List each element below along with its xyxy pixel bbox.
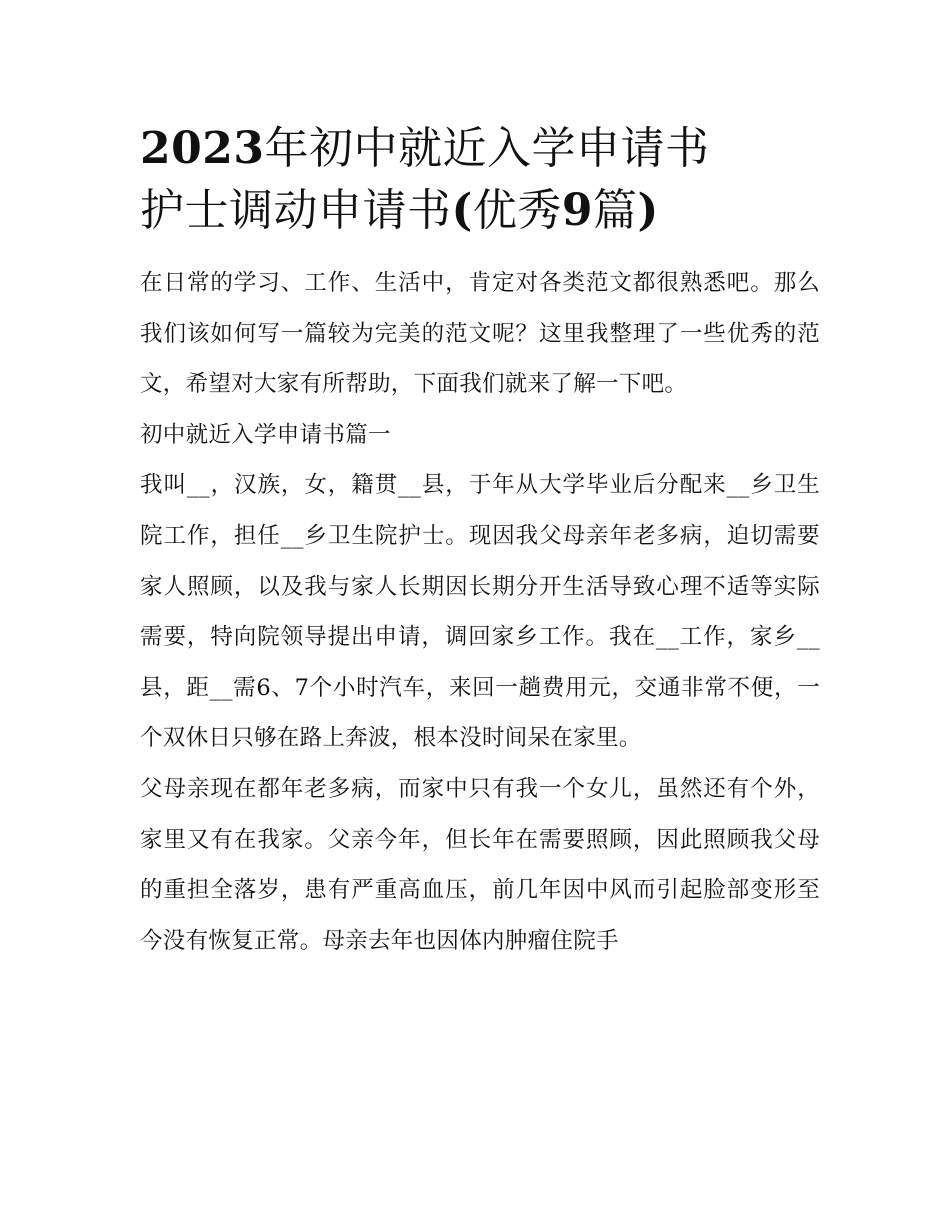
title-subtitle-text: 护士调动申请书: [140, 185, 452, 236]
body-paragraph: 我叫__，汉族，女，籍贯__县，于年从大学毕业后分配来__乡卫生院工作，担任__乡卫生院护士。现因我父母亲年老多病，迫切需要家人照顾，以及我与家人长期因长期分开生活导致心理不适等实际需要，特向院领导提出申请，调回家乡工作。我在__工作，家乡__县，距__需6、7个小时汽车，来回一趟费用元，交通非常不便，一个双休日只够在路上奔波，根本没时间呆在家里。: [140, 472, 820, 752]
body-paragraph: 父母亲现在都年老多病，而家中只有我一个女儿，虽然还有个外，家里又有在我家。父亲今年，但长年在需要照顾，因此照顾我父母的重担全落岁，患有严重高血压，前几年因中风而引起脸部变形至今没有恢复正常。母亲去年也因体内肿瘤住院手: [140, 775, 820, 954]
title-paren-open: (: [451, 185, 473, 236]
title-year: 2023: [140, 123, 265, 174]
title-count: 9: [561, 185, 593, 236]
document-content: [140, 118, 820, 966]
title-excellent: 优秀: [472, 185, 562, 236]
title-line-2: [140, 180, 820, 242]
title-paren-close: ): [637, 185, 659, 236]
title-main-text: 年初中就近入学申请书: [264, 123, 710, 174]
intro-paragraph: 在日常的学习、工作、生活中，肯定对各类范文都很熟悉吧。那么我们该如何写一篇较为完美的范文呢？这里我整理了一些优秀的范文，希望对大家有所帮助，下面我们就来了解一下吧。: [140, 270, 820, 398]
title-pian: 篇: [592, 185, 638, 236]
title-line-1: [140, 118, 820, 180]
document-body: [140, 258, 820, 966]
section-heading: 初中就近入学申请书篇一: [140, 421, 391, 448]
document-title: [140, 118, 820, 242]
